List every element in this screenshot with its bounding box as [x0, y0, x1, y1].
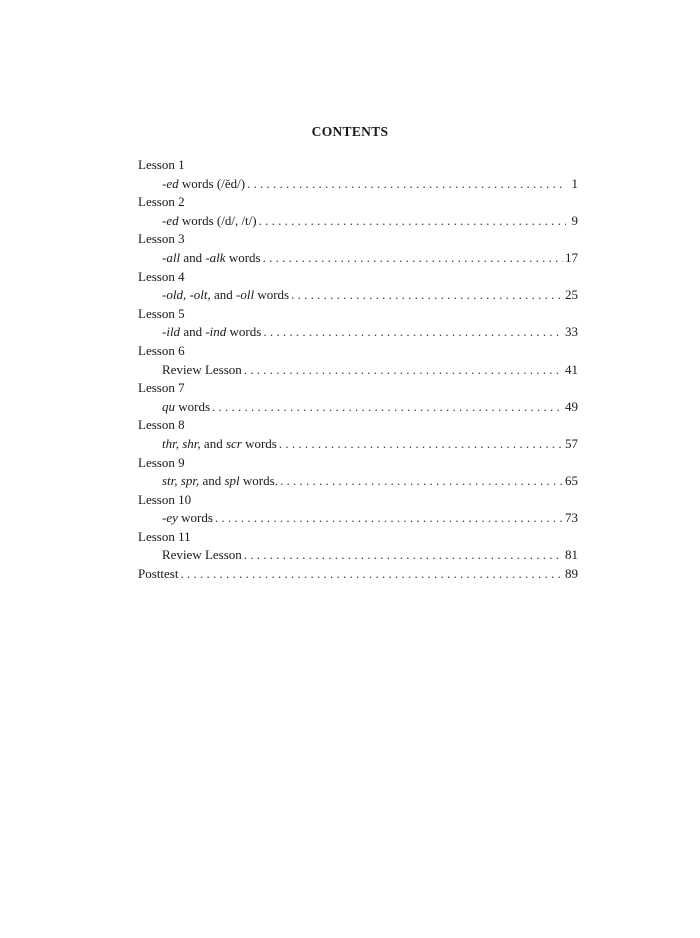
italic-term: str, spr, — [162, 473, 200, 489]
dot-leader — [291, 286, 563, 305]
lesson-heading: Lesson 7 — [138, 380, 185, 396]
toc-entry — [138, 323, 578, 342]
toc-entry-description — [162, 435, 277, 454]
description-text: and — [199, 473, 225, 489]
dot-leader — [280, 472, 563, 491]
toc-lesson — [138, 528, 578, 565]
toc-entry-description — [162, 286, 289, 305]
dot-leader — [212, 398, 563, 417]
dot-leader — [180, 565, 563, 584]
italic-term: thr, shr, — [162, 435, 201, 451]
lesson-heading: Lesson 4 — [138, 268, 185, 284]
lesson-heading: Lesson 6 — [138, 342, 185, 358]
lesson-heading: Lesson 11 — [138, 528, 191, 544]
toc-page-number: 81 — [565, 547, 578, 563]
toc-lesson — [138, 379, 578, 416]
toc-page-number: 57 — [565, 435, 578, 451]
toc-page-number: 17 — [565, 249, 578, 265]
toc-lesson — [138, 268, 578, 305]
toc-lesson — [138, 193, 578, 230]
lesson-list — [138, 156, 578, 565]
italic-term: -ey — [162, 510, 178, 526]
lesson-heading: Lesson 1 — [138, 157, 185, 172]
toc-entry — [138, 472, 578, 491]
description-text: words. — [239, 473, 278, 489]
table-of-contents — [138, 156, 578, 584]
toc-lesson — [138, 342, 578, 379]
italic-term: scr — [225, 435, 242, 451]
toc-page-number: 9 — [571, 212, 578, 228]
page-title: CONTENTS — [311, 124, 389, 139]
toc-page-number: 41 — [565, 361, 578, 377]
dot-leader — [247, 175, 566, 194]
toc-entry — [138, 398, 578, 417]
lesson-heading: Lesson 9 — [138, 454, 185, 470]
toc-entry-description — [162, 361, 242, 380]
description-text: and — [180, 249, 206, 265]
description-text: words — [226, 324, 262, 340]
description-text: words (/d/, /t/) — [178, 212, 257, 228]
toc-lesson — [138, 454, 578, 491]
lesson-heading: Lesson 8 — [138, 417, 185, 433]
toc-page-number: 65 — [565, 473, 578, 489]
toc-page-number: 1 — [571, 175, 578, 191]
toc-entry — [138, 286, 578, 305]
toc-entry — [138, 361, 578, 380]
toc-entry — [138, 435, 578, 454]
toc-page-number: 49 — [565, 398, 578, 414]
description-text: and — [180, 324, 206, 340]
dot-leader — [244, 546, 563, 565]
description-text: and — [210, 287, 237, 303]
italic-term: -old, -olt, — [162, 287, 211, 303]
dot-leader — [263, 249, 563, 268]
lesson-heading: Lesson 2 — [138, 194, 185, 210]
toc-entry-description — [162, 472, 278, 491]
toc-entry-description — [162, 175, 245, 194]
toc-entry-label: Posttest — [138, 566, 179, 582]
toc-entry — [138, 509, 578, 528]
italic-term: qu — [162, 398, 175, 414]
toc-entry — [138, 212, 578, 231]
description-text: and — [200, 435, 226, 451]
toc-entry-posttest — [138, 565, 578, 584]
toc-entry-description — [162, 323, 261, 342]
toc-lesson — [138, 305, 578, 342]
toc-page-number: 25 — [565, 287, 578, 303]
dot-leader — [215, 509, 563, 528]
description-text: words — [254, 287, 290, 303]
description-text: words — [177, 510, 213, 526]
toc-lesson — [138, 416, 578, 453]
description-text: Review Lesson — [162, 547, 242, 563]
italic-term: -ed — [162, 175, 179, 191]
toc-entry — [138, 175, 578, 194]
lesson-heading: Lesson 3 — [138, 231, 185, 247]
toc-entry — [138, 249, 578, 268]
italic-term: -ild — [162, 324, 181, 340]
dot-leader — [244, 361, 563, 380]
description-text: words (/ĕd/) — [178, 175, 246, 191]
italic-term: -alk — [205, 249, 226, 265]
italic-term: -ind — [205, 324, 227, 340]
italic-term: -ed — [162, 212, 179, 228]
dot-leader — [279, 435, 563, 454]
toc-entry-description — [162, 509, 213, 528]
italic-term: -all — [162, 249, 181, 265]
lesson-heading: Lesson 5 — [138, 305, 185, 321]
italic-term: spl — [224, 473, 240, 489]
lesson-heading: Lesson 10 — [138, 491, 192, 507]
dot-leader — [259, 212, 566, 231]
description-text: words — [175, 398, 211, 414]
italic-term: -oll — [236, 287, 255, 303]
toc-page-number: 33 — [565, 324, 578, 340]
toc-lesson — [138, 156, 578, 193]
toc-page-number: 89 — [565, 566, 578, 582]
toc-lesson — [138, 230, 578, 267]
toc-lesson — [138, 491, 578, 528]
dot-leader — [263, 323, 563, 342]
description-text: words — [225, 249, 261, 265]
toc-entry-description — [162, 212, 257, 231]
toc-entry-description — [162, 249, 261, 268]
toc-page-number: 73 — [565, 510, 578, 526]
toc-entry-description — [162, 398, 210, 417]
toc-entry — [138, 546, 578, 565]
description-text: Review Lesson — [162, 361, 242, 377]
toc-entry-description — [162, 546, 242, 565]
description-text: words — [241, 435, 277, 451]
